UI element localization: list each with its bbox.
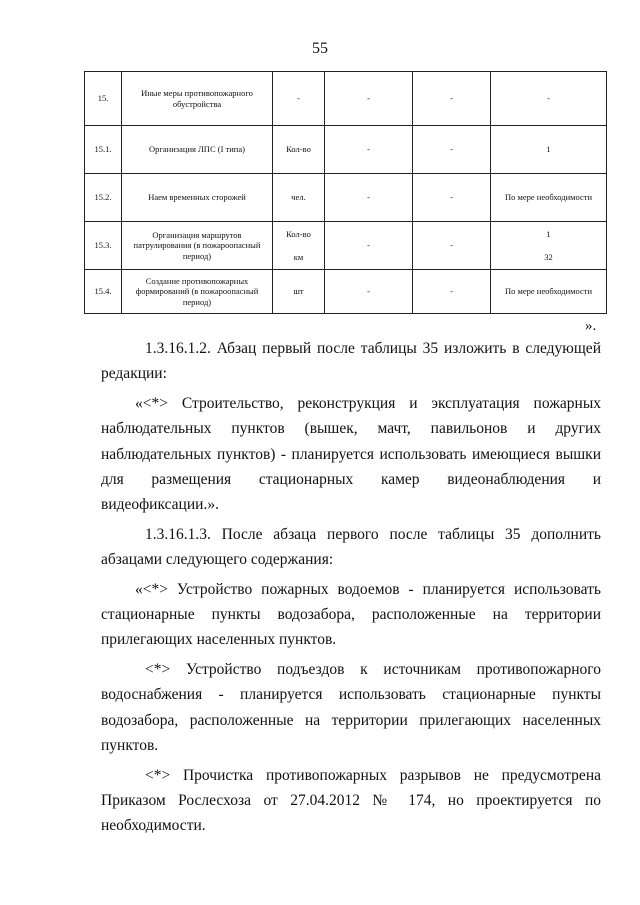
page-number: 55 bbox=[312, 40, 328, 57]
row-number-cell: 15.2. bbox=[85, 174, 122, 222]
value-cell: - bbox=[413, 72, 491, 126]
value-cell: 1 bbox=[491, 126, 607, 174]
closing-quote: ». bbox=[585, 318, 597, 334]
measure-name-cell: Организация маршрутов патрулирования (в пожароопасный период) bbox=[122, 222, 273, 270]
measure-name-cell: Иные меры противопожарного обустройства bbox=[122, 72, 273, 126]
measure-name-cell: Наем временных сторожей bbox=[122, 174, 273, 222]
unit-cell bbox=[273, 222, 325, 270]
value-cell: - bbox=[413, 126, 491, 174]
body-text bbox=[101, 336, 601, 843]
value-cell: - bbox=[325, 222, 413, 270]
value-line: 1 bbox=[546, 228, 551, 239]
table-row bbox=[85, 174, 607, 222]
unit-line: Кол-во bbox=[286, 228, 311, 239]
value-line: 32 bbox=[544, 251, 553, 262]
row-number-cell: 15.4. bbox=[85, 270, 122, 314]
table-row bbox=[85, 72, 607, 126]
row-number-cell: 15.3. bbox=[85, 222, 122, 270]
value-cell: - bbox=[325, 126, 413, 174]
value-cell: - bbox=[325, 270, 413, 314]
unit-line: км bbox=[293, 251, 304, 262]
paragraph: 1.3.16.1.2. Абзац первый после таблицы 35 изложить в следующей редакции: bbox=[101, 340, 601, 383]
paragraph: <*> Прочистка противопожарных разрывов не предусмотрена Приказом Рослесхоза от 27.04.2012 № 174, но проектируется по необходимости. bbox=[101, 766, 601, 835]
value-cell: - bbox=[413, 270, 491, 314]
value-cell: - bbox=[491, 72, 607, 126]
value-cell: По мере необходимости bbox=[491, 270, 607, 314]
paragraph: «<*> Строительство, реконструкция и эксплуатация пожарных наблюдательных пунктов (вышек, мачт, павильонов и других наблюдательных пунктов) - планируется использовать имеющиеся вышки для размещения стационарных камер видеонаблюдения и видеофиксации.». bbox=[101, 394, 601, 514]
table-row bbox=[85, 126, 607, 174]
value-cell: - bbox=[413, 174, 491, 222]
value-cell: - bbox=[325, 72, 413, 126]
table-row bbox=[85, 270, 607, 314]
unit-cell: Кол-во bbox=[273, 126, 325, 174]
paragraph: «<*> Устройство пожарных водоемов - планируется использовать стационарные пункты водозабора, расположенные на территории прилегающих населенных пунктов. bbox=[101, 580, 601, 649]
measure-name-cell: Создание противопожарных формирований (в пожароопасный период) bbox=[122, 270, 273, 314]
value-cell: По мере необходимости bbox=[491, 174, 607, 222]
value-cell bbox=[491, 222, 607, 270]
measure-name-cell: Организация ЛПС (I типа) bbox=[122, 126, 273, 174]
unit-cell: шт bbox=[273, 270, 325, 314]
unit-cell: чел. bbox=[273, 174, 325, 222]
value-cell: - bbox=[413, 222, 491, 270]
row-number-cell: 15. bbox=[85, 72, 122, 126]
measures-table bbox=[84, 71, 607, 314]
paragraph: <*> Устройство подъездов к источникам противопожарного водоснабжения - планируется использовать стационарные пункты водозабора, расположенные на территории прилегающих населенных пунктов. bbox=[101, 660, 601, 755]
row-number-cell: 15.1. bbox=[85, 126, 122, 174]
paragraph: 1.3.16.1.3. После абзаца первого после таблицы 35 дополнить абзацами следующего содержания: bbox=[101, 525, 601, 569]
value-cell: - bbox=[325, 174, 413, 222]
table-row bbox=[85, 222, 607, 270]
unit-cell: - bbox=[273, 72, 325, 126]
